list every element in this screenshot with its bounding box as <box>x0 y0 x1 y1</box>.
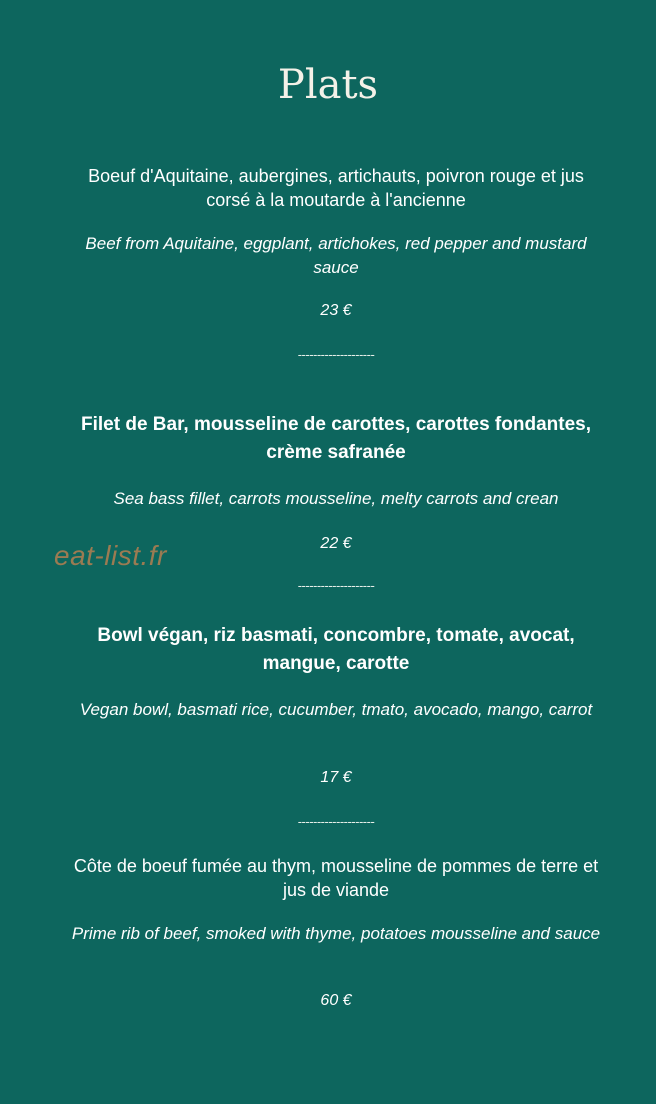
dish-3-price: 17 € <box>320 769 352 786</box>
separator-2: -------------------- <box>297 578 375 593</box>
watermark: eat-list.fr <box>54 540 167 571</box>
dish-4-price: 60 € <box>320 992 352 1009</box>
dish-3-name-fr: Bowl végan, riz basmati, concombre, tomate, avocat, mangue, carotte <box>97 625 575 674</box>
dish-1-name-en: Beef from Aquitaine, eggplant, artichokes, red pepper and mustard sauce <box>85 234 587 277</box>
dish-2-name-en: Sea bass fillet, carrots mousseline, melty carrots and crean <box>113 489 559 508</box>
dish-4-name-en: Prime rib of beef, smoked with thyme, potatoes mousseline and sauce <box>71 924 601 943</box>
dish-1-price: 23 € <box>320 302 352 319</box>
separator-3: -------------------- <box>297 814 375 829</box>
dish-4-name-fr: Côte de boeuf fumée au thym, mousseline de pommes de terre et jus de viande <box>73 856 599 900</box>
dish-2-price: 22 € <box>320 535 352 552</box>
separator-1: -------------------- <box>297 347 375 362</box>
dish-1-name-fr: Boeuf d'Aquitaine, aubergines, artichauts, poivron rouge et jus corsé à la moutarde à l'ancienne <box>88 166 584 210</box>
dish-3-name-en: Vegan bowl, basmati rice, cucumber, tmato, avocado, mango, carrot <box>79 700 593 719</box>
section-title: Plats <box>277 62 379 108</box>
dish-2-name-fr: Filet de Bar, mousseline de carottes, carottes fondantes, crème safranée <box>81 414 591 463</box>
